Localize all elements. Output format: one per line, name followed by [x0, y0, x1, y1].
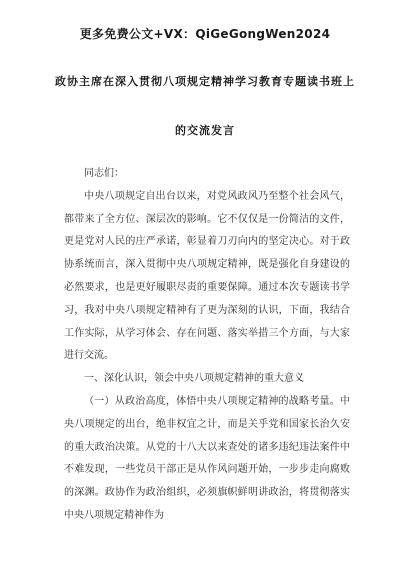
- paragraph-intro: 中央八项规定自出台以来，对党风政风乃至整个社会风气，都带来了全方位、深层次的影响。它不仅仅是一份简洁的文件，更是党对人民的庄严承诺，彰显着刀刃向内的坚定决心。对于政协系统而言，深入贯彻中央八项规定精神，既是强化自身建设的必然要求，也是更好履职尽责的重要保障。通过本次专题读书学习，我对中央八项规定精神有了更为深刻的认识，下面，我结合工作实际，从学习体会、存在问题、落实举措三个方面，与大家进行交流。: [64, 190, 350, 362]
- paragraph-section-1-1: （一）从政治高度，体悟中央八项规定精神的战略考量。中央八项规定的出台，绝非权宜之计，而是关乎党和国家长治久安的重大政治决策。从党的十八大以来查处的诸多违纪违法案件中不难发现，一些党员干部正是从作风问题开始，一步步走向腐败的深渊。政协作为政治组织，必须旗帜鲜明讲政治，将贯彻落实中央八项规定精神作为: [64, 395, 350, 521]
- document-body: [64, 163, 350, 528]
- document-title-line1: 政协主席在深入贯彻八项规定精神学习教育专题读书班上: [55, 75, 355, 88]
- document-header: 更多免费公文+VX：QiGeGongWen2024: [79, 27, 331, 41]
- salutation: 同志们：: [84, 168, 124, 179]
- document-title-line2: 的交流发言: [175, 124, 235, 137]
- section-heading-1: 一、深化认识，领会中央八项规定精神的重大意义: [84, 373, 304, 385]
